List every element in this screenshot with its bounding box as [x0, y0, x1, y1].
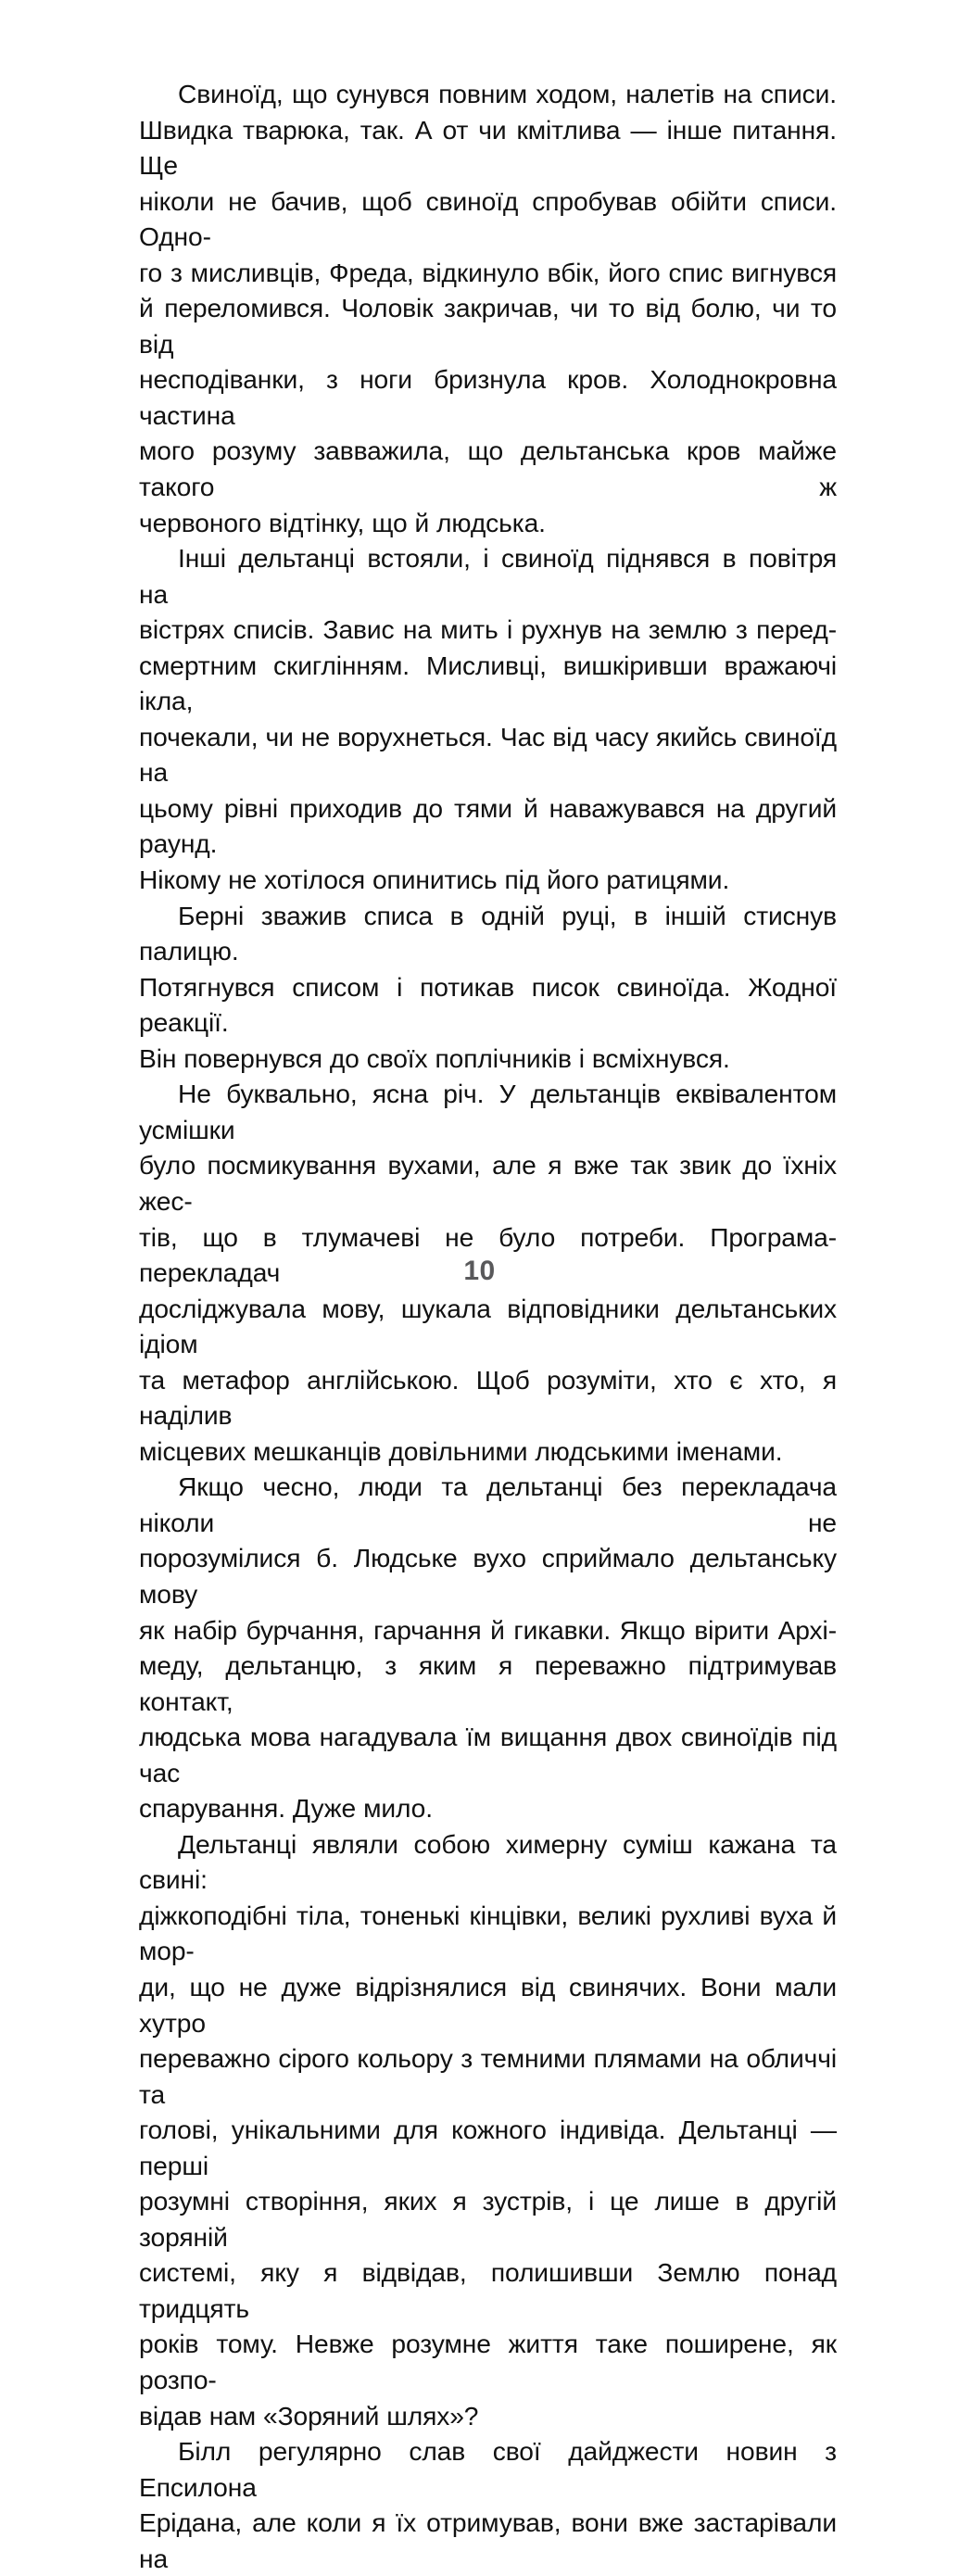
- paragraph-3: [139, 898, 837, 1077]
- paragraph-1: [139, 76, 837, 540]
- text-line: Якщо чесно, люди та дельтанці без перекладача ніколи не: [139, 1471, 837, 1537]
- text-line: мого розуму завважила, що дельтанська кров майже такого ж: [139, 436, 837, 502]
- text-line: Берні зважив списа в одній руці, в іншій стиснув палицю.: [139, 900, 837, 966]
- text-line: Швидка тварюка, так. А от чи кмітлива — інше питання. Ще: [139, 114, 837, 181]
- text-line: ди, що не дуже відрізнялися від свинячих. Вони мали хутро: [139, 1971, 837, 2038]
- text-line: років тому. Невже розумне життя таке поширене, як розпо-: [139, 2329, 837, 2394]
- text-line: порозумілися б. Людське вухо сприймало дельтанську мову: [139, 1543, 837, 1609]
- text-line: Не буквально, ясна річ. У дельтанців еквівалентом усмішки: [139, 1079, 837, 1144]
- text-line: місцевих мешканців довільними людськими іменами.: [139, 1435, 783, 1466]
- text-line: Інші дельтанці встояли, і свиноїд піднявся в повітря на: [139, 543, 837, 609]
- text-line: меду, дельтанцю, з яким я переважно підтримував контакт,: [139, 1650, 837, 1716]
- page-text-block: [139, 76, 837, 2576]
- text-line: Нікому не хотілося опинитись під його ратицями.: [139, 865, 730, 895]
- paragraph-7: [139, 2433, 837, 2576]
- page-number: 10: [463, 1256, 496, 1286]
- text-line: го з мисливців, Фреда, відкинуло вбік, його спис вигнувся: [139, 257, 837, 287]
- text-line: Ерідана, але коли я їх отримував, вони вже застарівали на: [139, 2507, 837, 2573]
- text-line: несподіванки, з ноги бризнула кров. Холоднокровна частина: [139, 364, 837, 430]
- text-line: переважно сірого кольору з темними плямами на обличчі та: [139, 2043, 837, 2109]
- text-line: цьому рівні приходив до тями й наважувався на другий раунд.: [139, 792, 837, 859]
- paragraph-5: [139, 1469, 837, 1825]
- text-line: ніколи не бачив, щоб свиноїд спробував обійти списи. Одно-: [139, 185, 837, 252]
- text-line: досліджувала мову, шукала відповідники дельтанських ідіом: [139, 1293, 837, 1359]
- text-line: людська мова нагадувала їм вищання двох свиноїдів під час: [139, 1722, 837, 1787]
- text-line: Потягнувся списом і потикав писок свиноїда. Жодної реакції.: [139, 971, 837, 1038]
- paragraph-2: [139, 540, 837, 897]
- text-line: Свиноїд, що сунувся повним ходом, налетів на списи.: [178, 79, 837, 108]
- text-line: вістрях списів. Завис на мить і рухнув на землю з перед-: [139, 614, 837, 645]
- text-line: голові, унікальними для кожного індивіда. Дельтанці — перші: [139, 2115, 837, 2180]
- text-line: тів, що в тлумачеві не було потреби. Програма-перекладач: [139, 1221, 837, 1288]
- text-line: було посмикування вухами, але я вже так звик до їхніх жес-: [139, 1150, 837, 1216]
- text-line: розумні створіння, яких я зустрів, і це лише в другій зоряній: [139, 2186, 837, 2252]
- text-line: й переломився. Чоловік закричав, чи то від болю, чи то від: [139, 293, 837, 359]
- text-line: відав нам «Зоряний шлях»?: [139, 2400, 479, 2431]
- paragraph-6: [139, 1826, 837, 2433]
- text-line: смертним скиглінням. Мисливці, вишкіривши вражаючі ікла,: [139, 650, 837, 716]
- text-line: Він повернувся до своїх поплічників і всміхнувся.: [139, 1042, 730, 1073]
- text-line: Білл регулярно слав свої дайджести новин з Епсилона: [139, 2436, 837, 2502]
- text-line: червоного відтінку, що й людська.: [139, 507, 546, 537]
- text-line: та метафор англійською. Щоб розуміти, хто є хто, я наділив: [139, 1364, 837, 1431]
- text-line: системі, яку я відвідав, полишивши Землю понад тридцять: [139, 2257, 837, 2323]
- text-line: як набір бурчання, гарчання й гикавки. Якщо вірити Архі-: [139, 1614, 837, 1645]
- text-line: Дельтанці являли собою химерну суміш кажана та свині:: [139, 1828, 837, 1895]
- text-line: діжкоподібні тіла, тоненькі кінцівки, великі рухливі вуха й мор-: [139, 1900, 837, 1966]
- text-line: спарування. Дуже мило.: [139, 1793, 433, 1824]
- text-line: почекали, чи не ворухнеться. Час від часу якийсь свиноїд на: [139, 721, 837, 788]
